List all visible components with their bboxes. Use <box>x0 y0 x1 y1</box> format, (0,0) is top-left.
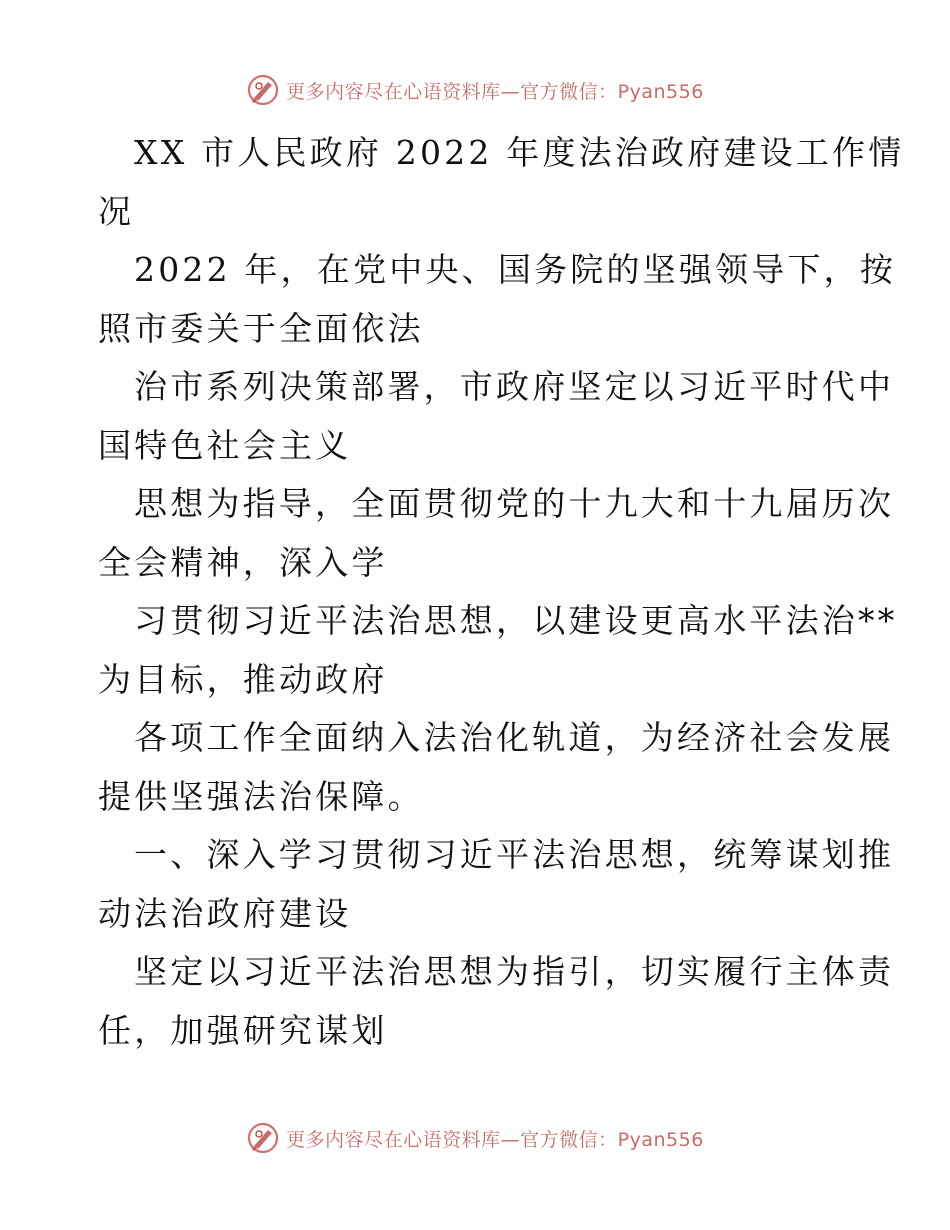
paragraph-line: 治市系列决策部署，市政府坚定以习近平时代中 <box>134 367 895 406</box>
document-title-line-2: 况 <box>98 191 135 231</box>
header-banner-text: 更多内容尽在心语资料库—官方微信：Pyan556 <box>286 80 704 103</box>
paragraph-line: 为目标，推动政府 <box>98 659 388 699</box>
header-watermark-banner <box>0 68 950 112</box>
pen-logo-icon <box>246 73 280 107</box>
section-heading-line: 动法治政府建设 <box>98 893 352 933</box>
paragraph-line: 2022 年，在党中央、国务院的坚强领导下，按 <box>134 250 897 289</box>
footer-watermark-banner <box>0 1116 950 1160</box>
document-title-line-1: XX 市人民政府 2022 年度法治政府建设工作情 <box>134 133 905 172</box>
paragraph-line: 任，加强研究谋划 <box>98 1010 388 1050</box>
pen-logo-icon <box>246 1121 280 1155</box>
section-heading-line: 一、深入学习贯彻习近平法治思想，统筹谋划推 <box>134 835 895 874</box>
document-body <box>98 124 905 1060</box>
footer-banner-text: 更多内容尽在心语资料库—官方微信：Pyan556 <box>286 1128 704 1151</box>
paragraph-line: 各项工作全面纳入法治化轨道，为经济社会发展 <box>134 718 895 757</box>
paragraph-line: 思想为指导，全面贯彻党的十九大和十九届历次 <box>134 484 895 523</box>
paragraph-line: 照市委关于全面依法 <box>98 308 424 348</box>
paragraph-line: 提供坚强法治保障。 <box>98 776 424 816</box>
paragraph-line: 习贯彻习近平法治思想，以建设更高水平法治** <box>134 601 898 640</box>
paragraph-line: 全会精神，深入学 <box>98 542 388 582</box>
paragraph-line: 坚定以习近平法治思想为指引，切实履行主体责 <box>134 952 895 991</box>
paragraph-line: 国特色社会主义 <box>98 425 352 465</box>
